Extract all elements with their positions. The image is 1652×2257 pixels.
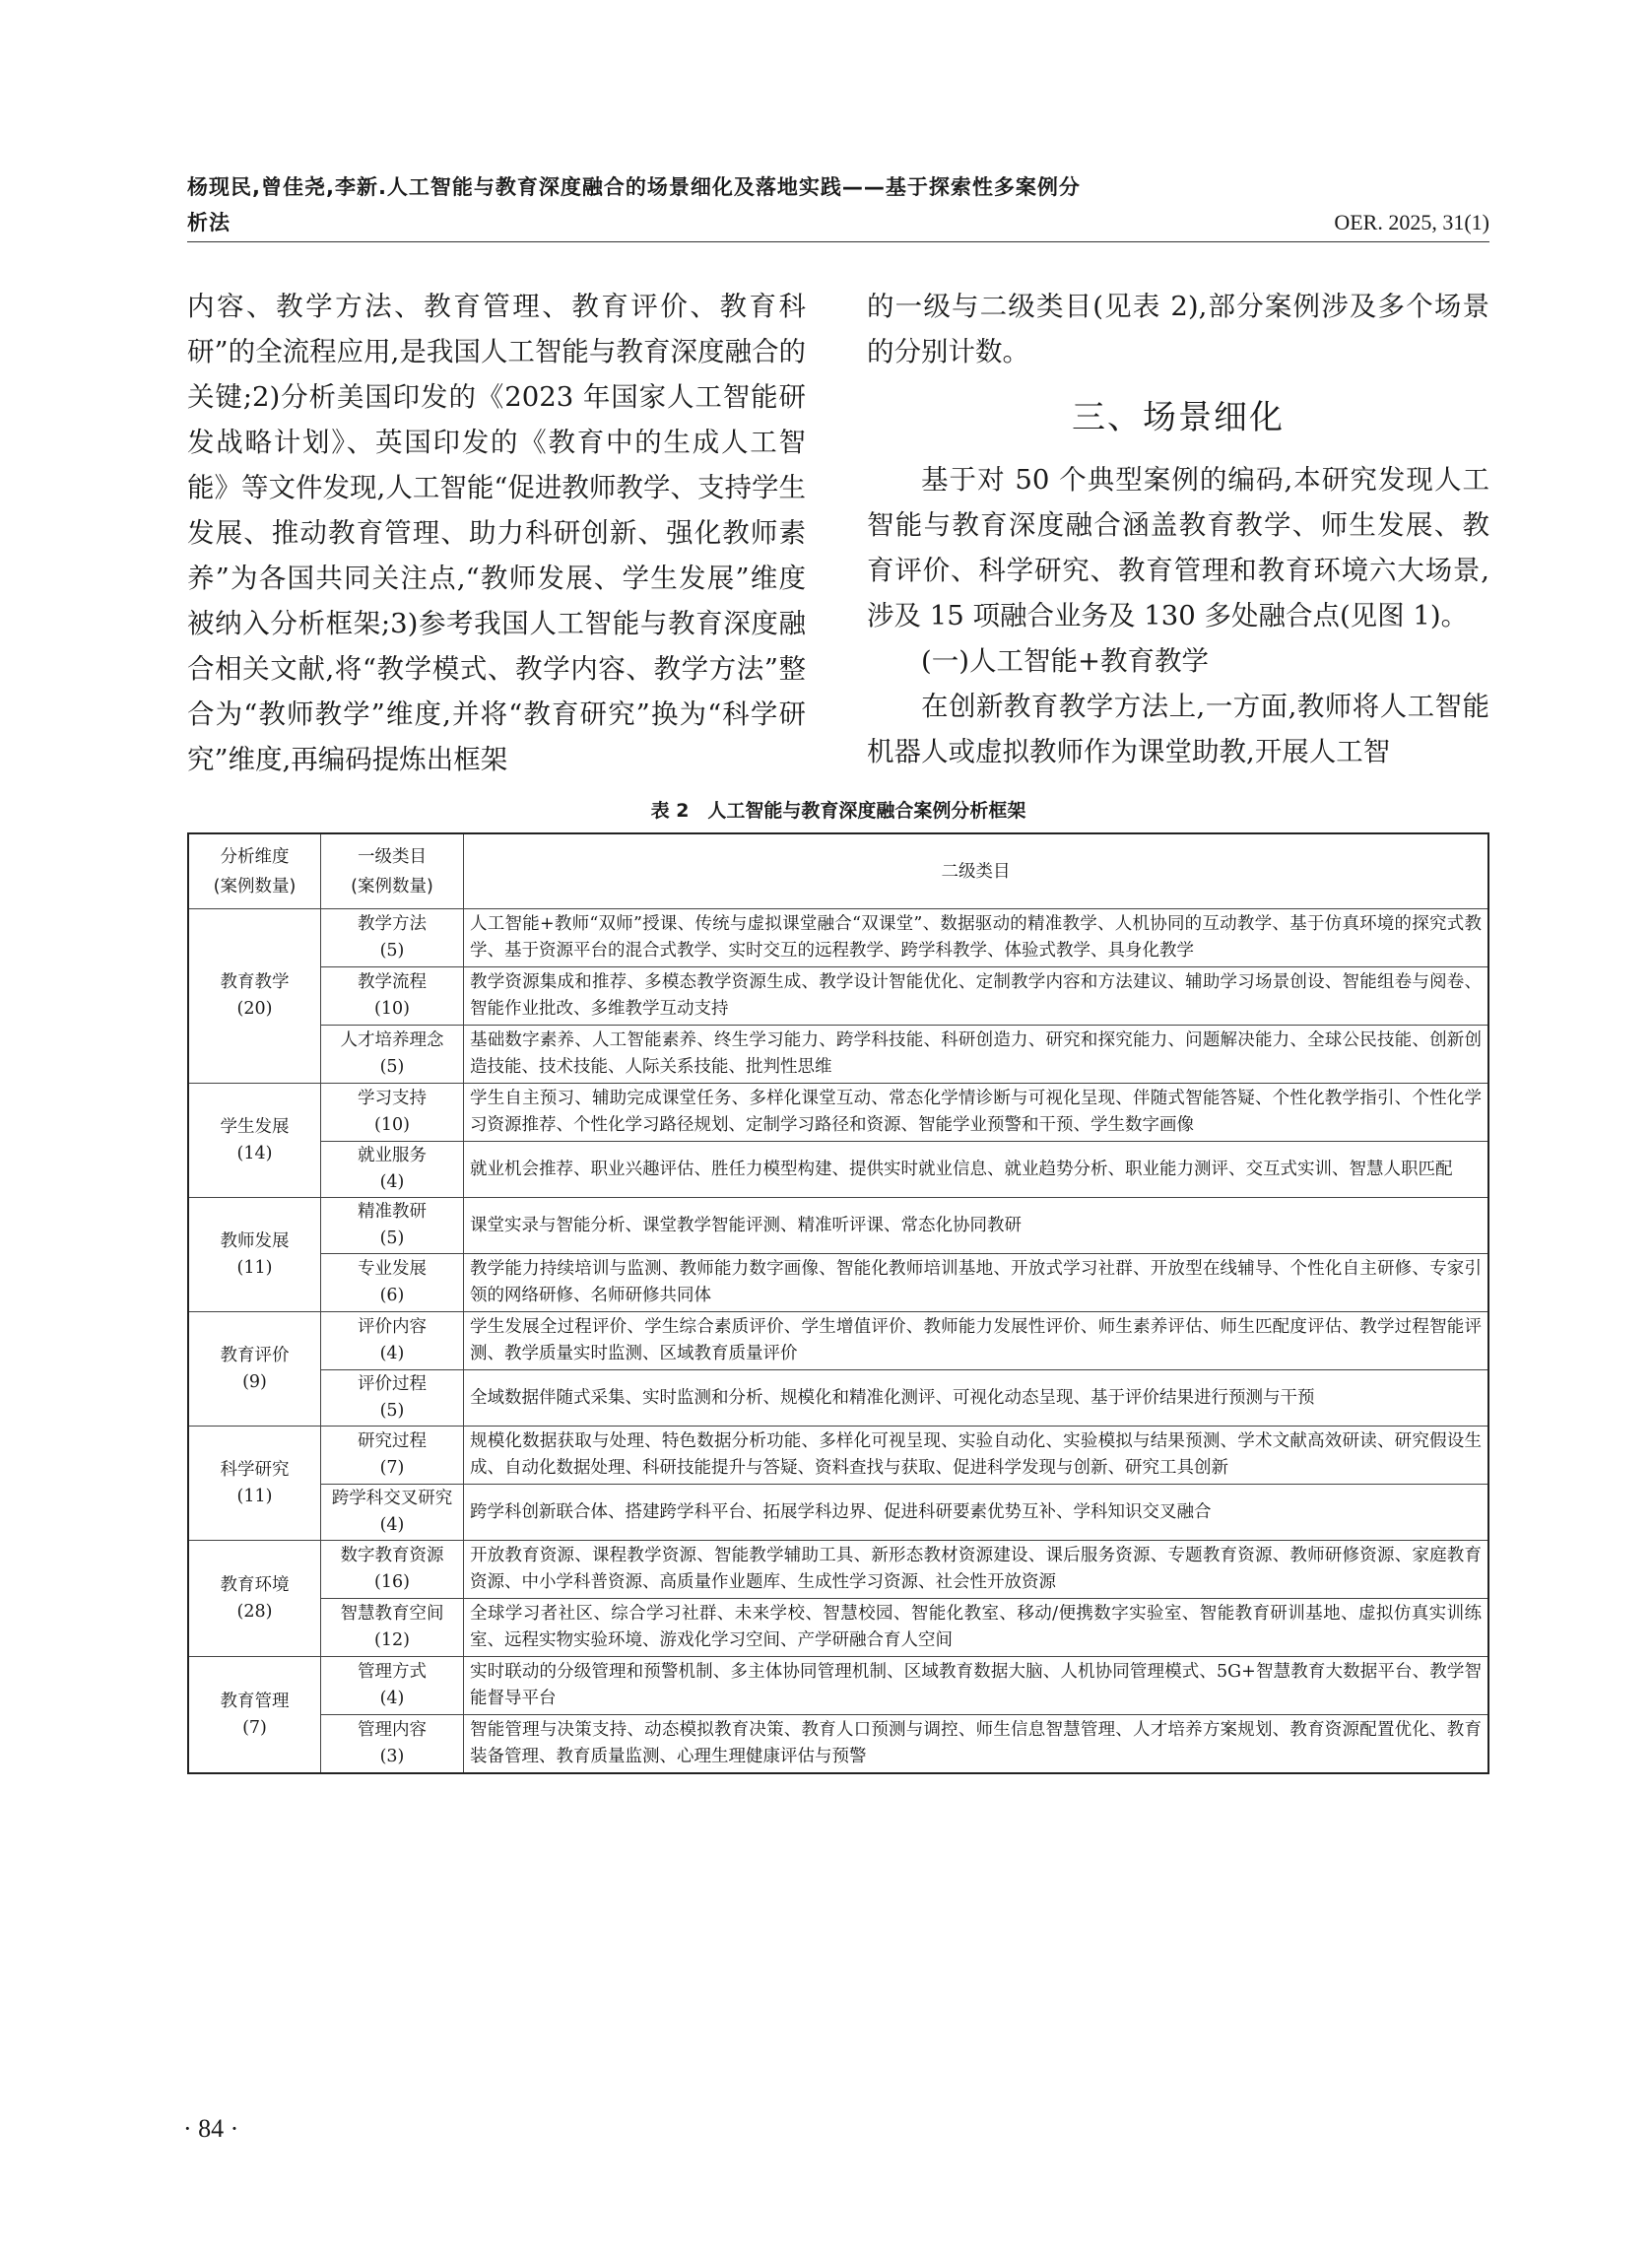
dimension-name: 科学研究: [220, 1459, 290, 1480]
category-cell: [321, 1084, 464, 1142]
category-cell: [321, 1541, 464, 1599]
dimension-count: (14): [236, 1143, 273, 1163]
category-cell: [321, 1312, 464, 1370]
category-name: 就业服务: [358, 1146, 427, 1165]
header-title-line2: 析法: [187, 211, 231, 234]
table-row: [188, 1254, 1488, 1312]
category-cell: [321, 1715, 464, 1774]
dimension-cell: [188, 909, 321, 1084]
dimension-name: 教育评价: [220, 1345, 290, 1365]
dimension-count: (11): [236, 1486, 273, 1506]
category-name: 教学流程: [358, 972, 427, 992]
right-paragraph-1: 基于对 50 个典型案例的编码,本研究发现人工智能与教育深度融合涵盖教育教学、师生发展、教育评价、科学研究、教育管理和教育环境六大场景,涉及 15 项融合业务及 130 多处融合点(见图 1)。: [867, 464, 1489, 631]
header-title-line1: 杨现民,曾佳尧,李新.人工智能与教育深度融合的场景细化及落地实践——基于探索性多案例分: [187, 175, 1081, 199]
subcategory-list: 人工智能+教师“双师”授课、传统与虚拟课堂融合“双课堂”、数据驱动的精准教学、人机协同的互动教学、基于仿真环境的探究式教学、基于资源平台的混合式教学、实时交互的远程教学、跨学科教学、体验式教学、具身化教学: [464, 909, 1489, 967]
category-count: (5): [379, 1228, 405, 1248]
subcategory-list: 开放教育资源、课程教学资源、智能教学辅助工具、新形态教材资源建设、课后服务资源、专题教育资源、教师研修资源、家庭教育资源、中小学科普资源、高质量作业题库、生成性学习资源、社会性开放资源: [464, 1541, 1489, 1599]
table-row: [188, 1427, 1488, 1485]
header-dimension: [188, 833, 321, 909]
table-row: [188, 1084, 1488, 1142]
category-count: (12): [374, 1630, 410, 1650]
category-name: 精准教研: [358, 1202, 427, 1222]
left-column: [187, 284, 806, 782]
table-row: [188, 1715, 1488, 1774]
subcategory-list: 课堂实录与智能分析、课堂教学智能评测、精准听评课、常态化协同教研: [464, 1198, 1489, 1254]
table-row: [188, 1026, 1488, 1084]
subcategory-list: 全域数据伴随式采集、实时监测和分析、规模化和精准化测评、可视化动态呈现、基于评价结果进行预测与干预: [464, 1370, 1489, 1427]
header-divider: [187, 241, 1489, 242]
subcategory-list: 基础数字素养、人工智能素养、终生学习能力、跨学科技能、科研创造力、研究和探究能力、问题解决能力、全球公民技能、创新创造技能、技术技能、人际关系技能、批判性思维: [464, 1026, 1489, 1084]
header-dimension-line2: (案例数量): [213, 876, 297, 896]
category-cell: [321, 1370, 464, 1427]
subcategory-list: 实时联动的分级管理和预警机制、多主体协同管理机制、区域教育数据大脑、人机协同管理模式、5G+智慧教育大数据平台、教学智能督导平台: [464, 1657, 1489, 1715]
table-row: [188, 1485, 1488, 1541]
dimension-name: 教育教学: [220, 972, 290, 992]
left-paragraph: 内容、教学方法、教育管理、教育评价、教育科研”的全流程应用,是我国人工智能与教育深度融合的关键;2)分析美国印发的《2023 年国家人工智能研发战略计划》、英国印发的《教育中的生成人工智能》等文件发现,人工智能“促进教师教学、支持学生发展、推动教育管理、助力科研创新、强化教师素养”为各国共同关注点,“教师发展、学生发展”维度被纳入分析框架;3)参考我国人工智能与教育深度融合相关文献,将“教学模式、教学内容、教学方法”整合为“教师教学”维度,并将“教育研究”换为“科学研究”维度,再编码提炼出框架: [187, 291, 806, 775]
dimension-name: 教育管理: [220, 1691, 290, 1711]
category-cell: [321, 1142, 464, 1198]
dimension-cell: [188, 1541, 321, 1657]
subsection-heading: (一)人工智能+教育教学: [921, 645, 1209, 677]
dimension-count: (11): [236, 1257, 273, 1278]
category-cell: [321, 1657, 464, 1715]
dimension-name: 学生发展: [220, 1116, 290, 1137]
category-count: (4): [379, 1515, 405, 1535]
table-row: [188, 909, 1488, 967]
category-cell: [321, 1485, 464, 1541]
category-count: (10): [374, 1115, 410, 1135]
category-count: (7): [379, 1458, 405, 1478]
table-header-row: [188, 833, 1488, 909]
category-cell: [321, 1026, 464, 1084]
table-row: [188, 1541, 1488, 1599]
category-cell: [321, 1599, 464, 1657]
header-dimension-line1: 分析维度: [220, 846, 290, 867]
category-count: (6): [379, 1286, 405, 1305]
category-count: (5): [379, 941, 405, 961]
dimension-count: (20): [236, 999, 273, 1019]
category-cell: [321, 909, 464, 967]
header-citation: [187, 169, 1271, 240]
category-name: 数字教育资源: [340, 1546, 444, 1565]
subcategory-list: 全球学习者社区、综合学习社群、未来学校、智慧校园、智能化教室、移动/便携数字实验室、智能教育研训基地、虚拟仿真实训练室、远程实物实验环境、游戏化学习空间、产学研融合育人空间: [464, 1599, 1489, 1657]
dimension-cell: [188, 1312, 321, 1427]
category-name: 管理内容: [358, 1720, 427, 1740]
page-number: · 84 ·: [183, 2114, 239, 2143]
category-count: (4): [379, 1344, 405, 1363]
dimension-cell: [188, 1198, 321, 1312]
category-cell: [321, 1198, 464, 1254]
category-count: (4): [379, 1172, 405, 1192]
category-name: 教学方法: [358, 914, 427, 934]
dimension-name: 教师发展: [220, 1230, 290, 1251]
category-count: (4): [379, 1689, 405, 1708]
header-first-level-line1: 一级类目: [358, 846, 427, 867]
dimension-cell: [188, 1084, 321, 1198]
category-name: 专业发展: [358, 1259, 427, 1279]
right-paragraph-2: 在创新教育教学方法上,一方面,教师将人工智能机器人或虚拟教师作为课堂助教,开展人工智: [867, 691, 1489, 767]
right-column: [867, 284, 1489, 774]
header-first-level: [321, 833, 464, 909]
category-name: 人才培养理念: [340, 1030, 444, 1050]
subcategory-list: 学生自主预习、辅助完成课堂任务、多样化课堂互动、常态化学情诊断与可视化呈现、伴随式智能答疑、个性化教学指引、个性化学习资源推荐、个性化学习路径规划、定制学习路径和资源、智能学业预警和干预、学生数字画像: [464, 1084, 1489, 1142]
dimension-name: 教育环境: [220, 1574, 290, 1595]
category-name: 管理方式: [358, 1662, 427, 1682]
subcategory-list: 规模化数据获取与处理、特色数据分析功能、多样化可视呈现、实验自动化、实验模拟与结果预测、学术文献高效研读、研究假设生成、自动化数据处理、科研技能提升与答疑、资料查找与获取、促进科学发现与创新、研究工具创新: [464, 1427, 1489, 1485]
running-header: [187, 169, 1489, 240]
header-second-level: 二级类目: [464, 833, 1489, 909]
table-row: [188, 1599, 1488, 1657]
table-row: [188, 1657, 1488, 1715]
dimension-cell: [188, 1427, 321, 1541]
subcategory-list: 学生发展全过程评价、学生综合素质评价、学生增值评价、教师能力发展性评价、师生素养评估、师生匹配度评估、教学过程智能评测、教学质量实时监测、区域教育质量评价: [464, 1312, 1489, 1370]
category-cell: [321, 1427, 464, 1485]
category-name: 研究过程: [358, 1431, 427, 1451]
table-row: [188, 1312, 1488, 1370]
category-count: (5): [379, 1401, 405, 1421]
right-intro-paragraph: 的一级与二级类目(见表 2),部分案例涉及多个场景的分别计数。: [867, 291, 1489, 367]
table-row: [188, 967, 1488, 1026]
category-name: 跨学科交叉研究: [331, 1489, 453, 1508]
dimension-count: (28): [236, 1601, 273, 1622]
subcategory-list: 智能管理与决策支持、动态模拟教育决策、教育人口预测与调控、师生信息智慧管理、人才培养方案规划、教育资源配置优化、教育装备管理、教育质量监测、心理生理健康评估与预警: [464, 1715, 1489, 1774]
framework-table: [187, 832, 1489, 1774]
header-first-level-line2: (案例数量): [351, 876, 433, 896]
category-name: 智慧教育空间: [340, 1604, 444, 1624]
dimension-count: (7): [242, 1717, 267, 1738]
category-count: (10): [374, 999, 410, 1019]
subcategory-list: 就业机会推荐、职业兴趣评估、胜任力模型构建、提供实时就业信息、就业趋势分析、职业能力测评、交互式实训、智慧人职匹配: [464, 1142, 1489, 1198]
section-heading: 三、场景细化: [1072, 398, 1285, 437]
category-count: (16): [374, 1572, 410, 1592]
table-row: [188, 1142, 1488, 1198]
category-cell: [321, 1254, 464, 1312]
subcategory-list: 教学能力持续培训与监测、教师能力数字画像、智能化教师培训基地、开放式学习社群、开放型在线辅导、个性化自主研修、专家引领的网络研修、名师研修共同体: [464, 1254, 1489, 1312]
subcategory-list: 跨学科创新联合体、搭建跨学科平台、拓展学科边界、促进科研要素优势互补、学科知识交叉融合: [464, 1485, 1489, 1541]
journal-reference: OER. 2025, 31(1): [1334, 210, 1489, 234]
dimension-cell: [188, 1657, 321, 1774]
table-row: [188, 1198, 1488, 1254]
dimension-count: (9): [242, 1371, 267, 1392]
category-count: (3): [379, 1747, 405, 1766]
subcategory-list: 教学资源集成和推荐、多模态教学资源生成、教学设计智能优化、定制教学内容和方法建议、辅助学习场景创设、智能组卷与阅卷、智能作业批改、多维教学互动支持: [464, 967, 1489, 1026]
category-cell: [321, 967, 464, 1026]
category-count: (5): [379, 1057, 405, 1077]
category-name: 评价内容: [358, 1317, 427, 1337]
table-row: [188, 1370, 1488, 1427]
category-name: 评价过程: [358, 1374, 427, 1394]
table-caption: 表 2 人工智能与教育深度融合案例分析框架: [650, 800, 1026, 822]
category-name: 学习支持: [358, 1089, 427, 1108]
